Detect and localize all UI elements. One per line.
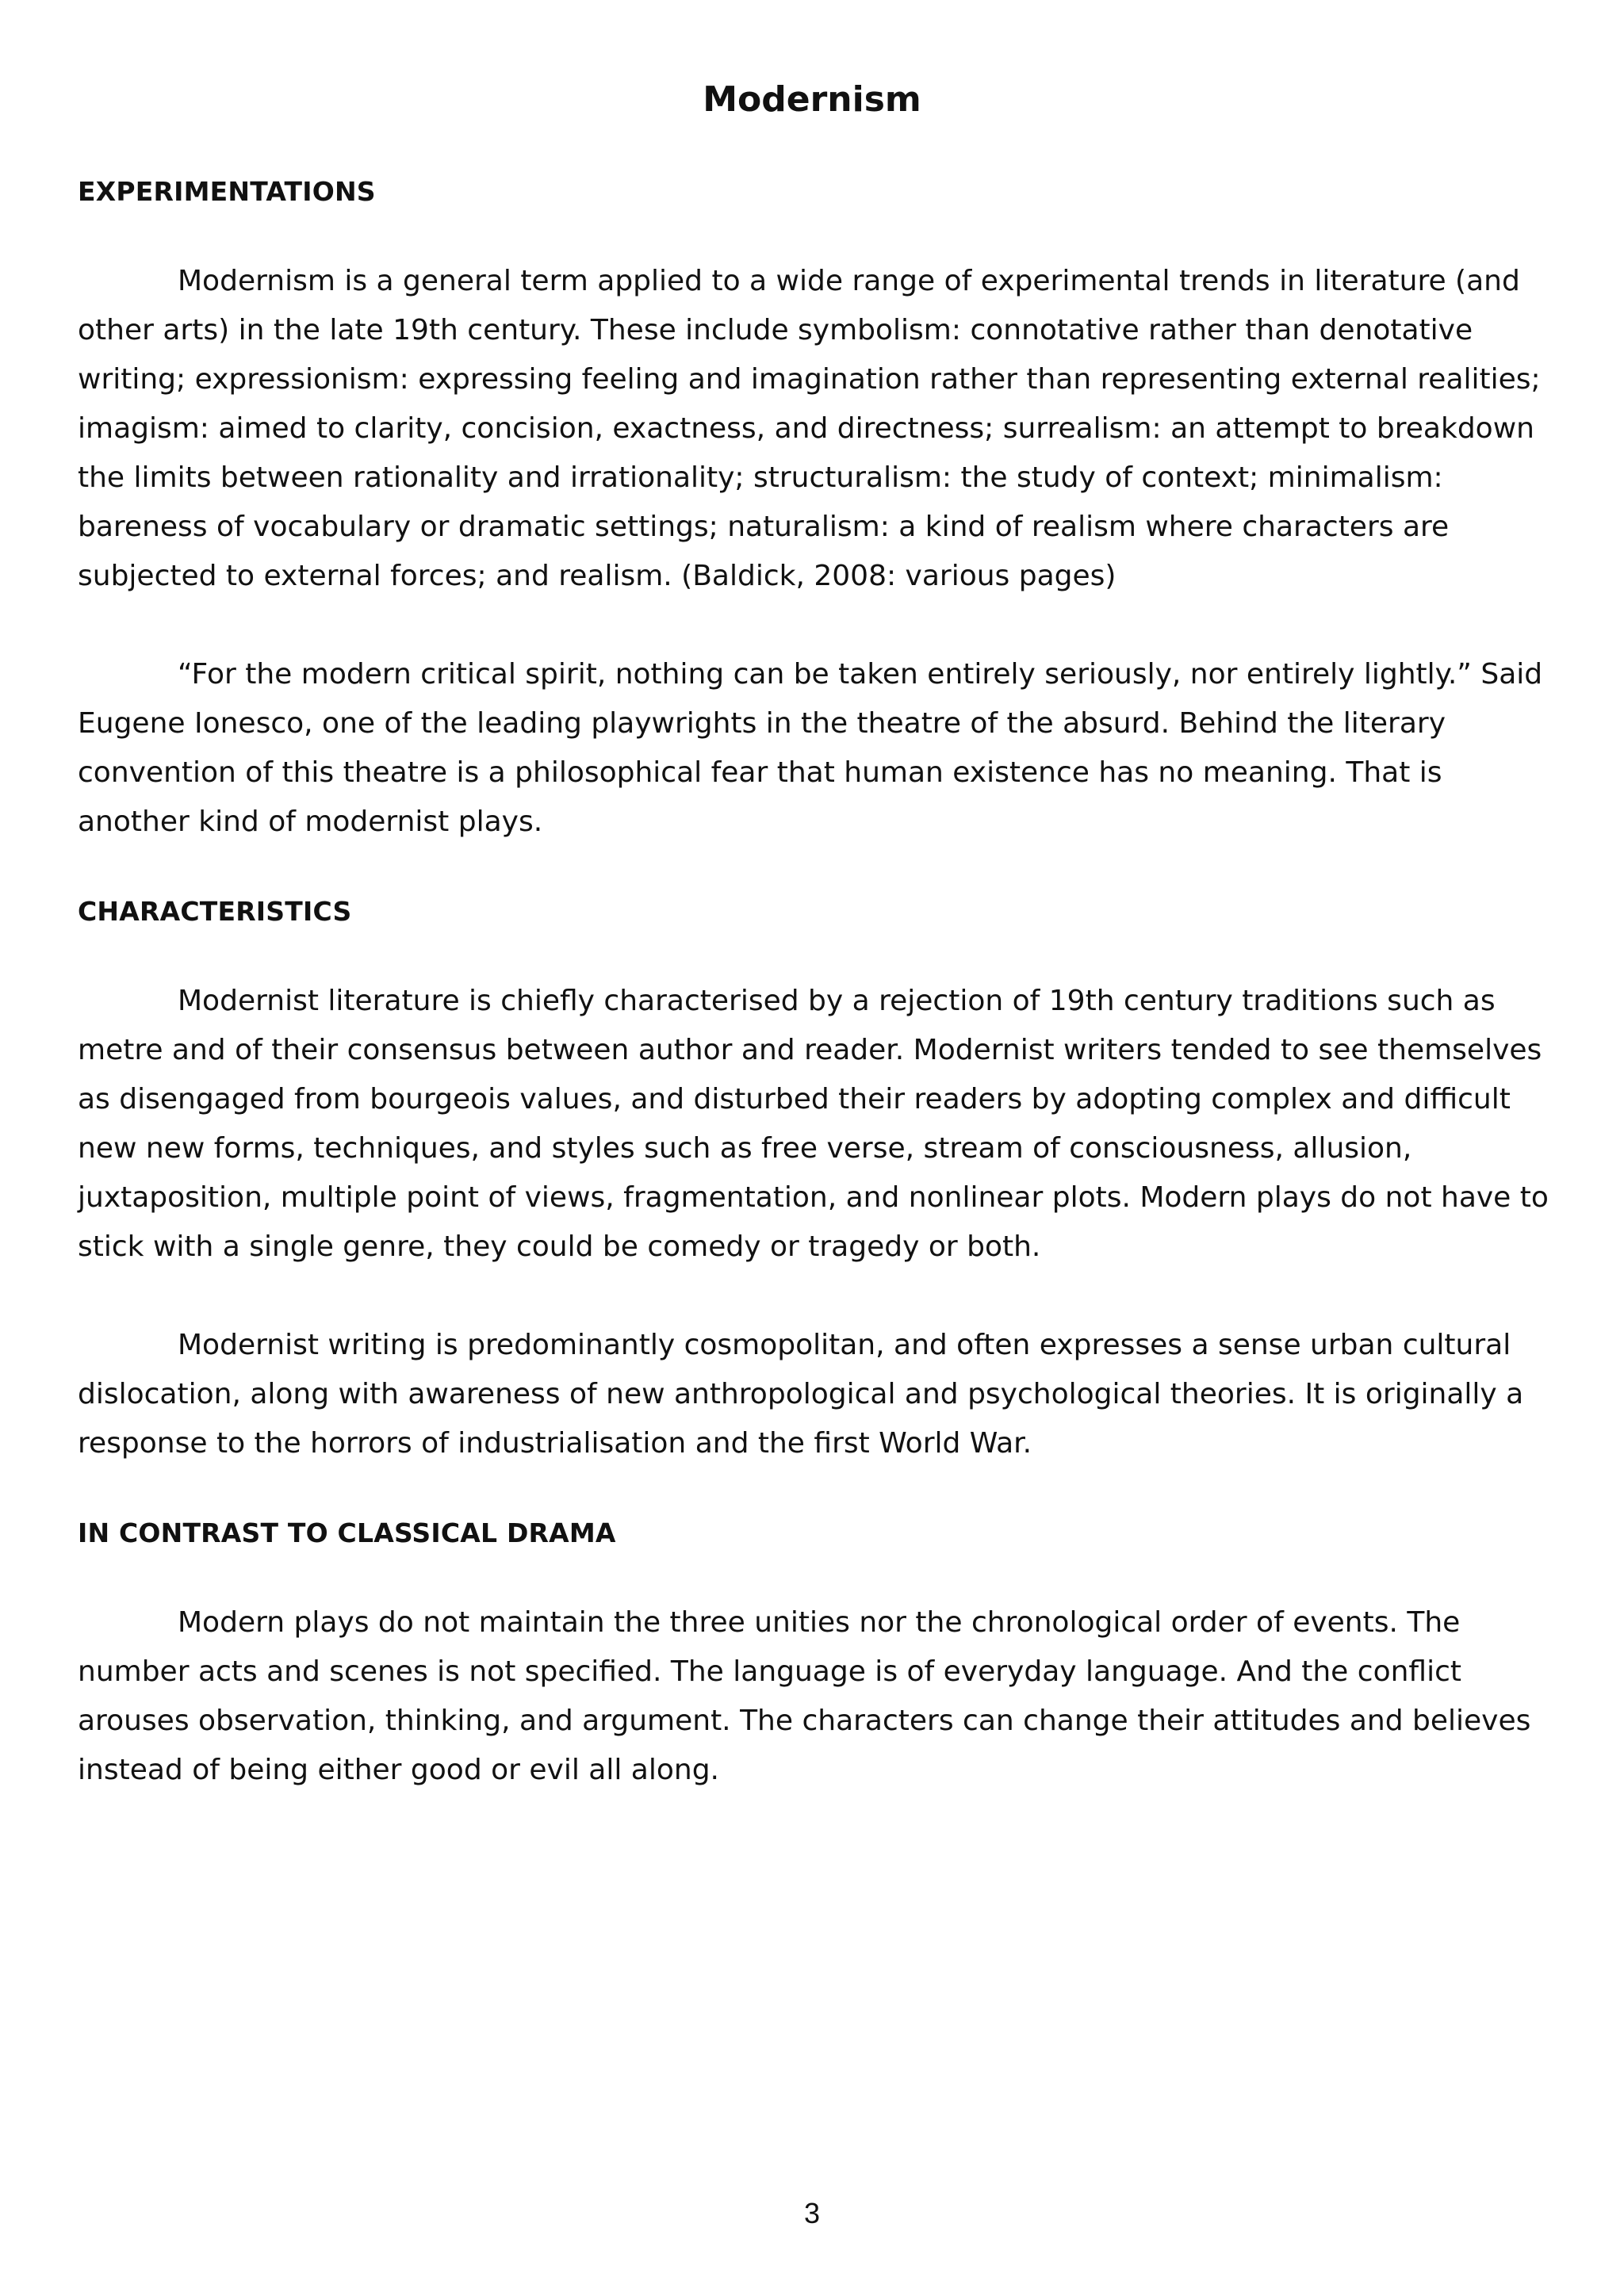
section-heading-experimentations: EXPERIMENTATIONS: [78, 176, 376, 207]
section-heading-contrast: IN CONTRAST TO CLASSICAL DRAMA: [78, 1517, 616, 1548]
paragraph-characteristics-2: Modernist writing is predominantly cosmopolitan, and often expresses a sense urban cultural dislocation, along with awareness of new anthropological and psychological theories. It is originally a response to the horrors of industrialisation and the first World War.: [78, 1329, 1524, 1460]
paragraph-experimentations-1: Modernism is a general term applied to a wide range of experimental trends in literature (and other arts) in the late 19th century. These include symbolism: connotative rather than denotative writing; expressionism: expressing feeling and imagination rather than representing external realities; imagism: aimed to clarity, concision, exactness, and directness; surrealism: an attempt to breakdown the limits between rationality and irrationality; structuralism: the study of context; minimalism: bareness of vocabulary or dramatic settings; naturalism: a kind of realism where characters are subjected to external forces; and realism. (Baldick, 2008: various pages): [78, 265, 1541, 592]
page-title: Modernism: [703, 79, 921, 120]
document-body: [78, 174, 1562, 1795]
paragraph-contrast-1: Modern plays do not maintain the three unities nor the chronological order of events. The number acts and scenes is not specified. The language is of everyday language. And the conflict arouses observation, thinking, and argument. The characters can change their attitudes and believes instead of being either good or evil all along.: [78, 1606, 1531, 1786]
paragraph-experimentations-2: “For the modern critical spirit, nothing can be taken entirely seriously, nor entirely lightly.” Said Eugene Ionesco, one of the leading playwrights in the theatre of the absurd. Behind the literary convention of this theatre is a philosophical fear that human existence has no meaning. That is another kind of modernist plays.: [78, 658, 1543, 838]
page-number: 3: [803, 2197, 821, 2229]
section-heading-characteristics: CHARACTERISTICS: [78, 896, 352, 927]
paragraph-characteristics-1: Modernist literature is chiefly characterised by a rejection of 19th century traditions such as metre and of their consensus between author and reader. Modernist writers tended to see themselves as disengaged from bourgeois values, and disturbed their readers by adopting complex and difficult new new forms, techniques, and styles such as free verse, stream of consciousness, allusion, juxtaposition, multiple point of views, fragmentation, and nonlinear plots. Modern plays do not have to stick with a single genre, they could be comedy or tragedy or both.: [78, 985, 1549, 1263]
